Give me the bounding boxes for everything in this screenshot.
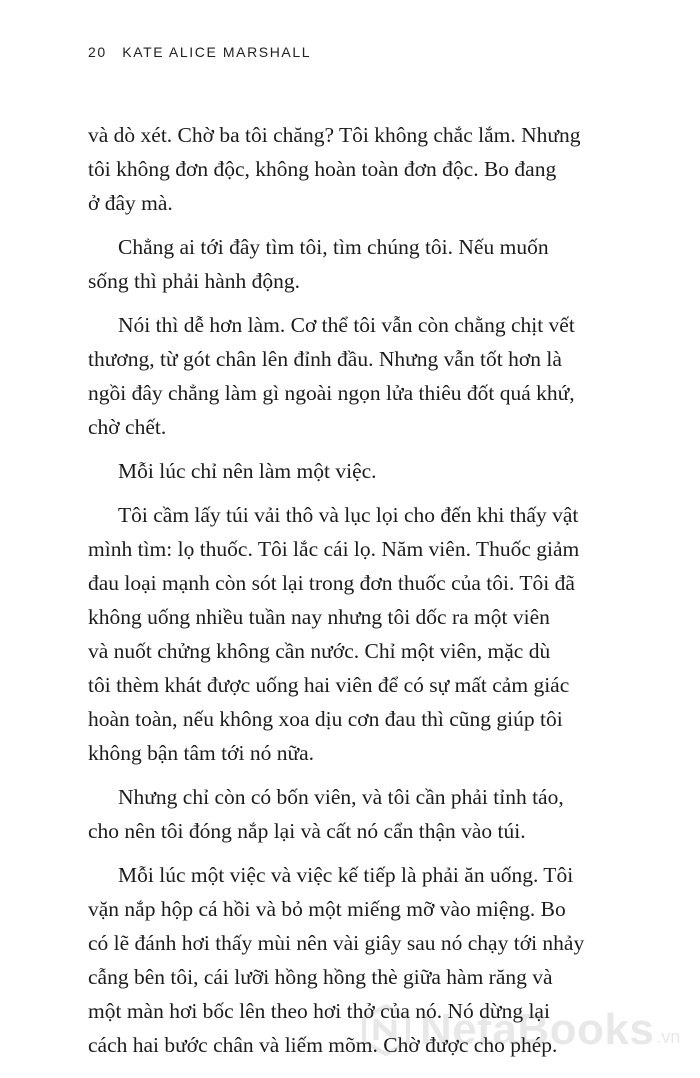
netabooks-logo-icon — [360, 1004, 412, 1056]
text-line: Tôi cầm lấy túi vải thô và lục lọi cho đến khi thấy vật — [118, 503, 579, 527]
text-line: một màn hơi bốc lên theo hơi thở của nó. Nó dừng lại — [88, 999, 550, 1023]
text-line: Chẳng ai tới đây tìm tôi, tìm chúng tôi. Nếu muốn — [118, 235, 549, 259]
text-line: chờ chết. — [88, 415, 167, 439]
body-text — [88, 118, 596, 1072]
paragraph — [88, 780, 596, 848]
paragraph — [88, 308, 596, 444]
running-title: KATE ALICE MARSHALL — [122, 44, 312, 60]
paragraph — [118, 454, 596, 488]
text-line: cách hai bước chân và liếm mõm. Chờ được cho phép. — [88, 1033, 558, 1057]
text-line: hoàn toàn, nếu không xoa dịu cơn đau thì cũng giúp tôi — [88, 707, 563, 731]
text-line: Nhưng chỉ còn có bốn viên, và tôi cần phải tỉnh táo, — [118, 785, 564, 809]
text-line: tôi thèm khát được uống hai viên để có sự mất cảm giác — [88, 673, 570, 697]
text-line: cẫng bên tôi, cái lưỡi hồng hồng thè giữa hàm răng và — [88, 965, 553, 989]
text-line: không uống nhiều tuần nay nhưng tôi dốc ra một viên — [88, 605, 550, 629]
text-line: cho nên tôi đóng nắp lại và cất nó cẩn thận vào túi. — [88, 819, 526, 843]
watermark-brand: NetaBooks — [420, 1005, 655, 1054]
text-line: thương, từ gót chân lên đỉnh đầu. Nhưng vẫn tốt hơn là — [88, 347, 562, 371]
text-line: Mỗi lúc chỉ nên làm một việc. — [118, 459, 377, 483]
text-line: tôi không đơn độc, không hoàn toàn đơn độc. Bo đang — [88, 157, 557, 181]
text-line: vặn nắp hộp cá hồi và bỏ một miếng mỡ vào miệng. Bo — [88, 897, 566, 921]
text-line: mình tìm: lọ thuốc. Tôi lắc cái lọ. Năm viên. Thuốc giảm — [88, 537, 580, 561]
text-line: Mỗi lúc một việc và việc kế tiếp là phải ăn uống. Tôi — [118, 863, 574, 887]
paragraph — [88, 498, 596, 770]
watermark — [360, 1004, 680, 1056]
watermark-tld: .vn — [656, 1027, 681, 1047]
paragraph — [88, 230, 596, 298]
text-line: có lẽ đánh hơi thấy mùi nên vài giây sau nó chạy tới nhảy — [88, 931, 585, 955]
page-number: 20 — [88, 44, 107, 60]
text-line: ở đây mà. — [88, 191, 173, 215]
paragraph — [88, 118, 596, 220]
text-line: Nói thì dễ hơn làm. Cơ thể tôi vẫn còn chằng chịt vết — [118, 313, 575, 337]
running-header — [88, 44, 311, 60]
text-line: ngồi đây chẳng làm gì ngoài ngọn lửa thiêu đốt quá khứ, — [88, 381, 575, 405]
text-line: đau loại mạnh còn sót lại trong đơn thuốc của tôi. Tôi đã — [88, 571, 575, 595]
text-line: và dò xét. Chờ ba tôi chăng? Tôi không chắc lắm. Nhưng — [88, 123, 581, 147]
text-line: và nuốt chửng không cần nước. Chỉ một viên, mặc dù — [88, 639, 551, 663]
text-line: không bận tâm tới nó nữa. — [88, 741, 315, 765]
text-line: sống thì phải hành động. — [88, 269, 300, 293]
